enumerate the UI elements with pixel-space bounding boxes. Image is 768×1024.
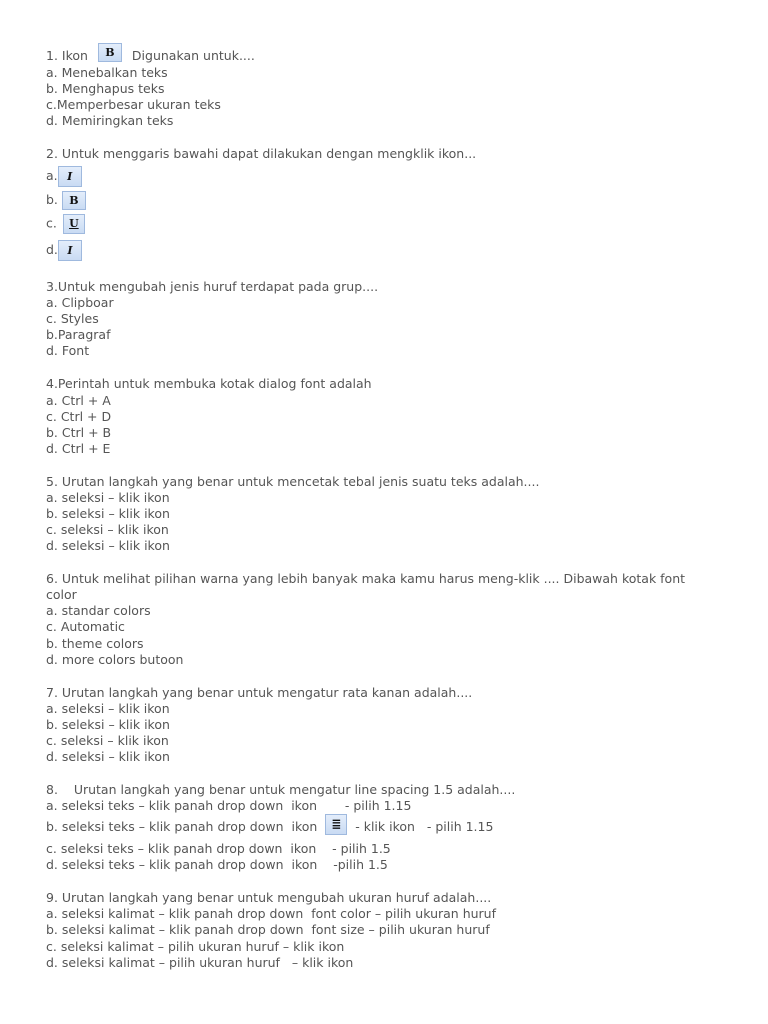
q7-option-d: d. seleksi – klik ikon [46,749,170,764]
q2-option-c [46,214,85,234]
q1-title-suffix: Digunakan untuk.... [131,48,255,63]
q9-title: 9. Urutan langkah yang benar untuk mengubah ukuran huruf adalah.... [46,890,492,905]
q6-option-a: a. standar colors [46,603,151,618]
q1-option-d: d. Memiringkan teks [46,113,174,128]
q2-option-d [46,240,82,261]
q4-option-d: d. Ctrl + E [46,441,111,456]
q8-title: 8. Urutan langkah yang benar untuk mengatur line spacing 1.5 adalah.... [46,782,516,797]
q4-title: 4.Perintah untuk membuka kotak dialog font adalah [46,376,372,391]
q7-option-a: a. seleksi – klik ikon [46,701,170,716]
q1-option-b: b. Menghapus teks [46,81,165,96]
q8-option-b-prefix: b. seleksi teks – klik panah drop down ikon [46,819,318,834]
bold-icon: B [62,191,86,210]
q1-title-prefix: 1. Ikon [46,48,88,63]
q6-title: 6. Untuk melihat pilihan warna yang lebih banyak maka kamu harus meng-klik .... Dibawah kotak font color [46,571,686,602]
q2-option-a [46,166,82,187]
q1-option-a: a. Menebalkan teks [46,65,168,80]
q2-option-b [46,191,86,210]
q9-option-d: d. seleksi kalimat – pilih ukuran huruf – klik ikon [46,955,354,970]
italic-icon: I [58,166,82,187]
q3-option-b: b.Paragraf [46,327,111,342]
q4-option-c: c. Ctrl + D [46,409,112,424]
q9-option-a: a. seleksi kalimat – klik panah drop down font color – pilih ukuran huruf [46,906,496,921]
italic-icon: I [58,240,82,261]
q9-option-b: b. seleksi kalimat – klik panah drop down font size – pilih ukuran huruf [46,922,490,937]
q8-option-d: d. seleksi teks – klik panah drop down ikon -pilih 1.5 [46,857,388,872]
q1-option-c: c.Memperbesar ukuran teks [46,97,221,112]
underline-icon: U [63,214,85,234]
q5-option-a: a. seleksi – klik ikon [46,490,170,505]
bold-icon: B [98,43,122,62]
q2-option-d-label: d. [46,242,58,257]
q9-option-c: c. seleksi kalimat – pilih ukuran huruf – klik ikon [46,939,345,954]
q8-option-a: a. seleksi teks – klik panah drop down ikon - pilih 1.15 [46,798,412,813]
q4-option-a: a. Ctrl + A [46,393,111,408]
q6-option-d: d. more colors butoon [46,652,184,667]
q2-option-c-label: c. [46,215,57,231]
q7-option-b: b. seleksi – klik ikon [46,717,170,732]
q2-title: 2. Untuk menggaris bawahi dapat dilakukan dengan mengklik ikon... [46,146,477,161]
align-justify-icon: ≣ [325,814,347,835]
q6-option-c: c. Automatic [46,619,125,634]
q7-option-c: c. seleksi – klik ikon [46,733,169,748]
q5-option-d: d. seleksi – klik ikon [46,538,170,553]
q8-option-b [46,819,493,835]
q2-option-a-label: a. [46,168,58,183]
q1-title [46,48,255,64]
q8-option-c: c. seleksi teks – klik panah drop down ikon - pilih 1.5 [46,841,391,856]
q7-title: 7. Urutan langkah yang benar untuk mengatur rata kanan adalah.... [46,685,473,700]
q5-option-b: b. seleksi – klik ikon [46,506,170,521]
q5-option-c: c. seleksi – klik ikon [46,522,169,537]
q8-option-b-suffix: - klik ikon - pilih 1.15 [355,819,494,834]
q4-option-b: b. Ctrl + B [46,425,112,440]
q3-title: 3.Untuk mengubah jenis huruf terdapat pada grup.... [46,279,379,294]
q5-title: 5. Urutan langkah yang benar untuk mencetak tebal jenis suatu teks adalah.... [46,474,540,489]
q3-option-d: d. Font [46,343,90,358]
q2-option-b-label: b. [46,192,58,207]
q3-option-c: c. Styles [46,311,99,326]
q3-option-a: a. Clipboar [46,295,114,310]
q6-option-b: b. theme colors [46,636,144,651]
